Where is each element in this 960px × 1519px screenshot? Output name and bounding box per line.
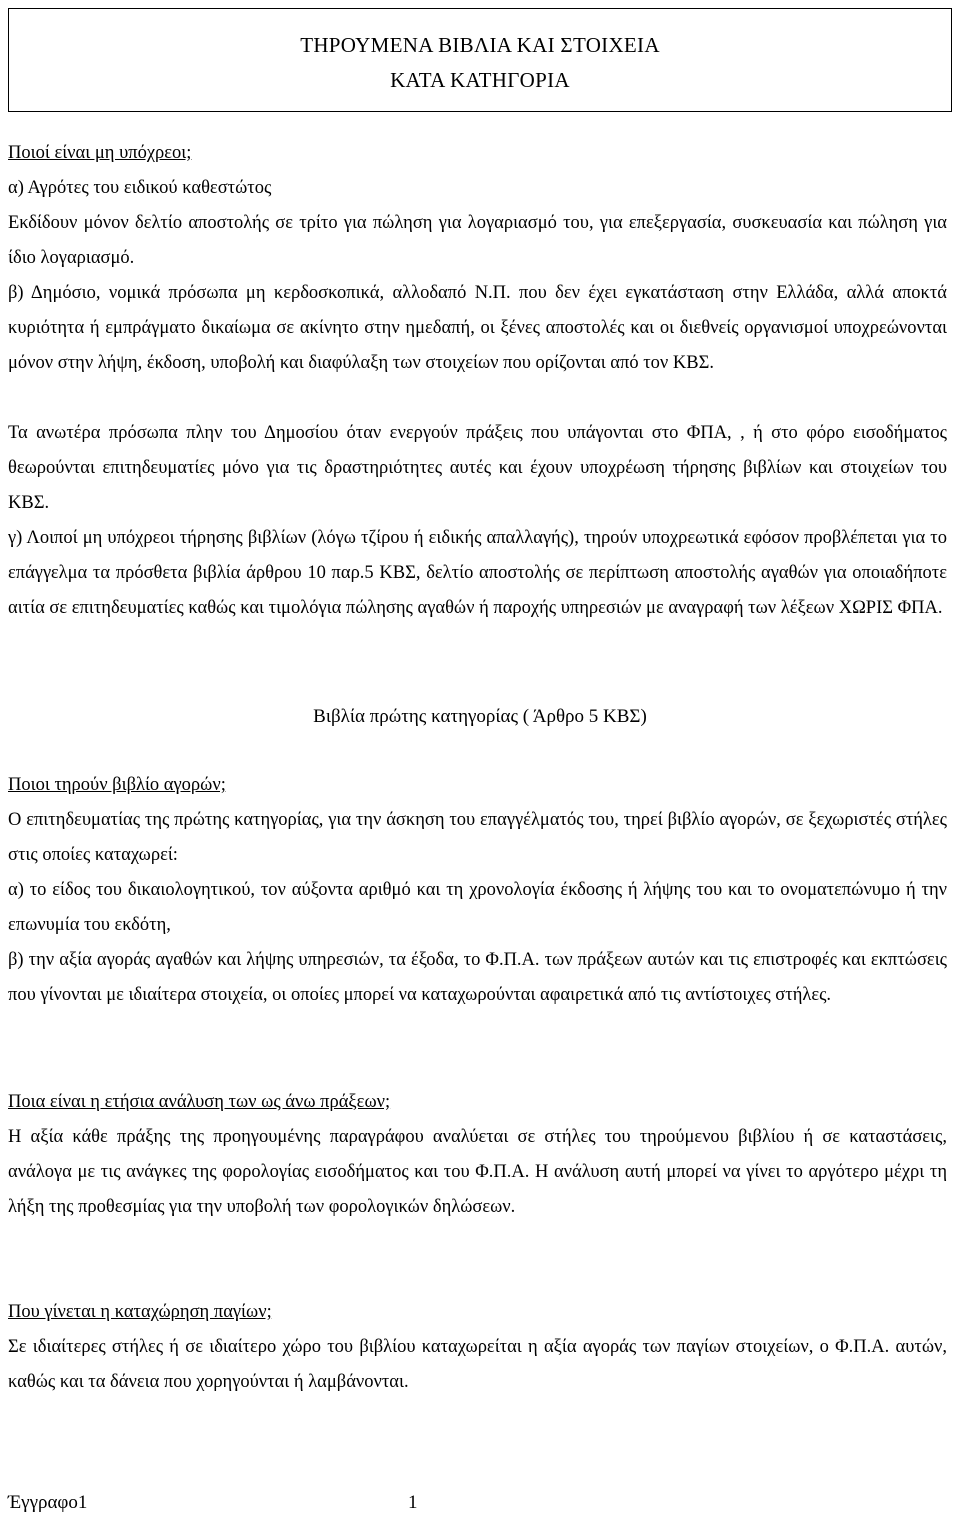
header-title: ΤΗΡΟΥΜΕΝΑ ΒΙΒΛΙΑ ΚΑΙ ΣΤΟΙΧΕΙΑ xyxy=(300,33,660,57)
question-purchases-book: Ποιοι τηρούν βιβλίο αγορών; xyxy=(8,775,226,795)
question-fixed-assets: Που γίνεται η καταχώρηση παγίων; xyxy=(8,1302,272,1322)
fixed-assets-text: Σε ιδιαίτερες στήλες ή σε ιδιαίτερο χώρο του βιβλίου καταχωρείται η αξία αγοράς των παγίων στοιχείων, ο Φ.Π.Α. αυτών, καθώς και τα δάνεια που χορηγούνται ή λαμβάνονται. xyxy=(8,1337,947,1392)
annual-analysis-text: Η αξία κάθε πράξης της προηγουμένης παραγράφου αναλύεται σε στήλες του τηρούμενου βιβλίου ή σε καταστάσεις, ανάλογα με τις ανάγκες της φορολογίας εισοδήματος και του Φ.Π.Α. Η ανάλυση αυτή μπορεί να γίνει το αργότερο μέχρι τη λήξη της προθεσμίας για την υποβολή των φορολογικών δηλώσεων. xyxy=(8,1127,947,1217)
item-a-title: α) Αγρότες του ειδικού καθεστώτος xyxy=(8,178,272,198)
purchases-intro: Ο επιτηδευματίας της πρώτης κατηγορίας, για την άσκηση του επαγγέλματός του, τηρεί βιβλίο αγορών, σε ξεχωριστές στήλες στις οποίες καταχωρεί: xyxy=(8,810,947,865)
item-b-more: Τα ανωτέρα πρόσωπα πλην του Δημοσίου όταν ενεργούν πράξεις που υπάγονται στο ΦΠΑ, , ή στο φόρο εισοδήματος θεωρούνται επιτηδευματίες μόνο για τις δραστηριότητες αυτές και έχουν υποχρέωση τήρησης βιβλίων και στοιχείων του ΚΒΣ. xyxy=(8,423,947,513)
footer-page-number: 1 xyxy=(408,1492,418,1513)
purchases-item-b: β) την αξία αγοράς αγαθών και λήψης υπηρεσιών, τα έξοδα, το Φ.Π.Α. των πράξεων αυτών και τις επιστροφές και εκπτώσεις που γίνονται με ιδιαίτερα στοιχεία, οι οποίες μπορεί να καταχωρούνται αφαιρετικά από τις αντίστοιχες στήλες. xyxy=(8,950,947,1005)
question-annual-analysis: Ποια είναι η ετήσια ανάλυση των ως άνω πράξεων; xyxy=(8,1092,391,1112)
header-subtitle: ΚΑΤΑ ΚΑΤΗΓΟΡΙΑ xyxy=(390,68,570,92)
document-header xyxy=(8,8,952,112)
question-non-obligated: Ποιοί είναι μη υπόχρεοι; xyxy=(8,143,192,163)
item-c-text: γ) Λοιποί μη υπόχρεοι τήρησης βιβλίων (λόγω τζίρου ή ειδικής απαλλαγής), τηρούν υποχρεωτικά εφόσον προβλέπεται για το επάγγελμα τα πρόσθετα βιβλία άρθρου 10 παρ.5 ΚΒΣ, δελτίο αποστολής σε περίπτωση αποστολής αγαθών για οποιαδήποτε αιτία σε επιτηδευματίες καθώς και τιμολόγια πώλησης αγαθών ή παροχής υπηρεσιών με αναγραφή των λέξεων ΧΩΡΙΣ ΦΠΑ. xyxy=(8,528,947,618)
footer-document-name: Έγγραφο1 xyxy=(8,1492,88,1513)
purchases-item-a: α) το είδος του δικαιολογητικού, τον αύξοντα αριθμό και τη χρονολογία έκδοσης ή λήψης του και το ονοματεπώνυμο ή την επωνυμία του εκδότη, xyxy=(8,880,947,935)
item-a-text: Εκδίδουν μόνον δελτίο αποστολής σε τρίτο για πώληση για λογαριασμό του, για επεξεργασία, συσκευασία και πώληση για ίδιο λογαριασμό. xyxy=(8,213,947,268)
category-title: Βιβλία πρώτης κατηγορίας ( Άρθρο 5 ΚΒΣ) xyxy=(313,706,647,727)
item-b-text: β) Δημόσιο, νομικά πρόσωπα μη κερδοσκοπικά, αλλοδαπό Ν.Π. που δεν έχει εγκατάσταση στην Ελλάδα, αλλά αποκτά κυριότητα ή εμπράγματο δικαίωμα σε ακίνητο στην ημεδαπή, οι ξένες αποστολές και οι διεθνείς οργανισμοί υποχρεώνονται μόνον στην λήψη, έκδοση, υποβολή και διαφύλαξη των στοιχείων που ορίζονται από τον ΚΒΣ. xyxy=(8,283,947,373)
